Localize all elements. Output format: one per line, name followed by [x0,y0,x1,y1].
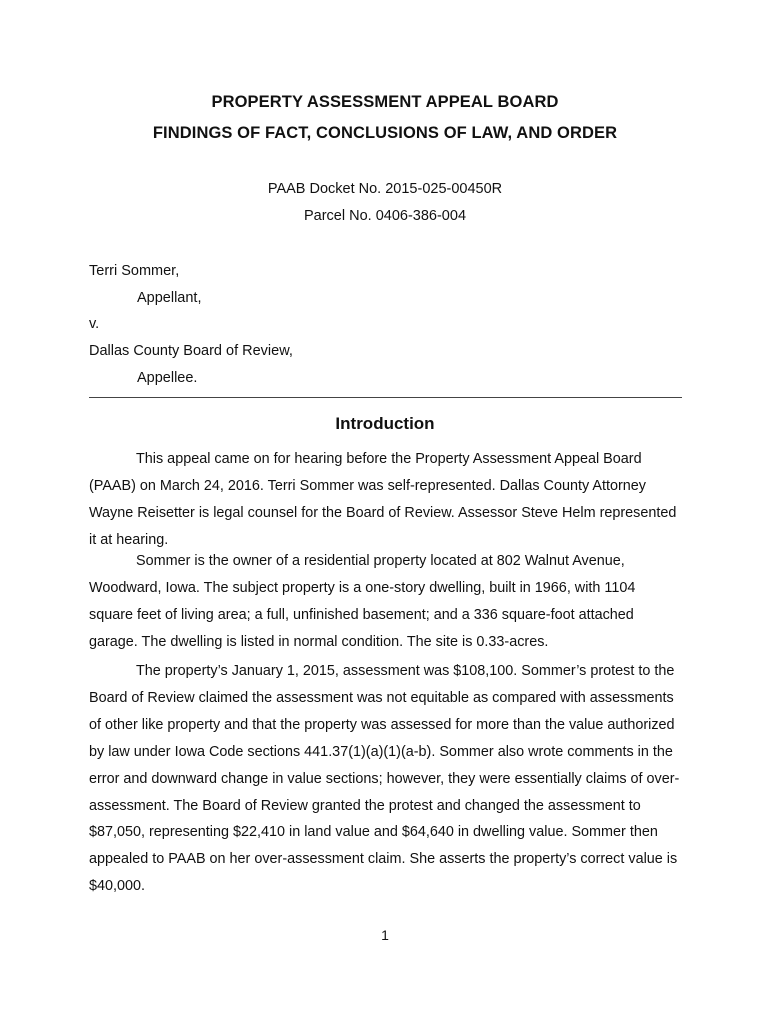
introduction-paragraph: Sommer is the owner of a residential property located at 802 Walnut Avenue, Woodward, Iowa. The subject property is a one-story dwelling, built in 1966, with 1104 square feet of living area; a full, unfinished basement; and a 336 square-foot attached garage. The dwelling is listed in normal condition. The site is 0.33-acres. [89,553,636,650]
board-title: PROPERTY ASSESSMENT APPEAL BOARD [211,93,559,111]
parcel-number: Parcel No. 0406-386-004 [303,208,467,224]
appellant-role: Appellant, [137,290,202,306]
appellee-name: Dallas County Board of Review, [89,343,293,359]
docket-number: PAAB Docket No. 2015-025-00450R [267,181,503,197]
introduction-paragraph: This appeal came on for hearing before the Property Assessment Appeal Board (PAAB) on March 24, 2016. Terri Sommer was self-represented. Dallas County Attorney Wayne Reisetter is legal counsel for the Board of Review. Assessor Steve Helm represented it at hearing. [89,451,677,548]
introduction-heading: Introduction [335,414,435,433]
page-number: 1 [381,927,389,943]
introduction-paragraph: The property’s January 1, 2015, assessment was $108,100. Sommer’s protest to the Board of Review claimed the assessment was not equitable as compared with assessments of other like property and that the property was assessed for more than the value authorized by law under Iowa Code sections 441.37(1)(a)(1)(a-b). Sommer also wrote comments in the error and downward change in value sections; however, they were essentially claims of over-assessment. The Board of Review granted the protest and changed the assessment to $87,050, representing $22,410 in land value and $64,640 in dwelling value. Sommer then appealed to PAAB on her over-assessment claim. She asserts the property’s correct value is $40,000. [89,663,680,895]
versus-label: v. [89,316,100,332]
document-title: FINDINGS OF FACT, CONCLUSIONS OF LAW, AND ORDER [152,124,618,142]
section-divider [89,397,682,398]
appellee-role: Appellee. [137,370,198,386]
appellant-name: Terri Sommer, [89,263,180,279]
